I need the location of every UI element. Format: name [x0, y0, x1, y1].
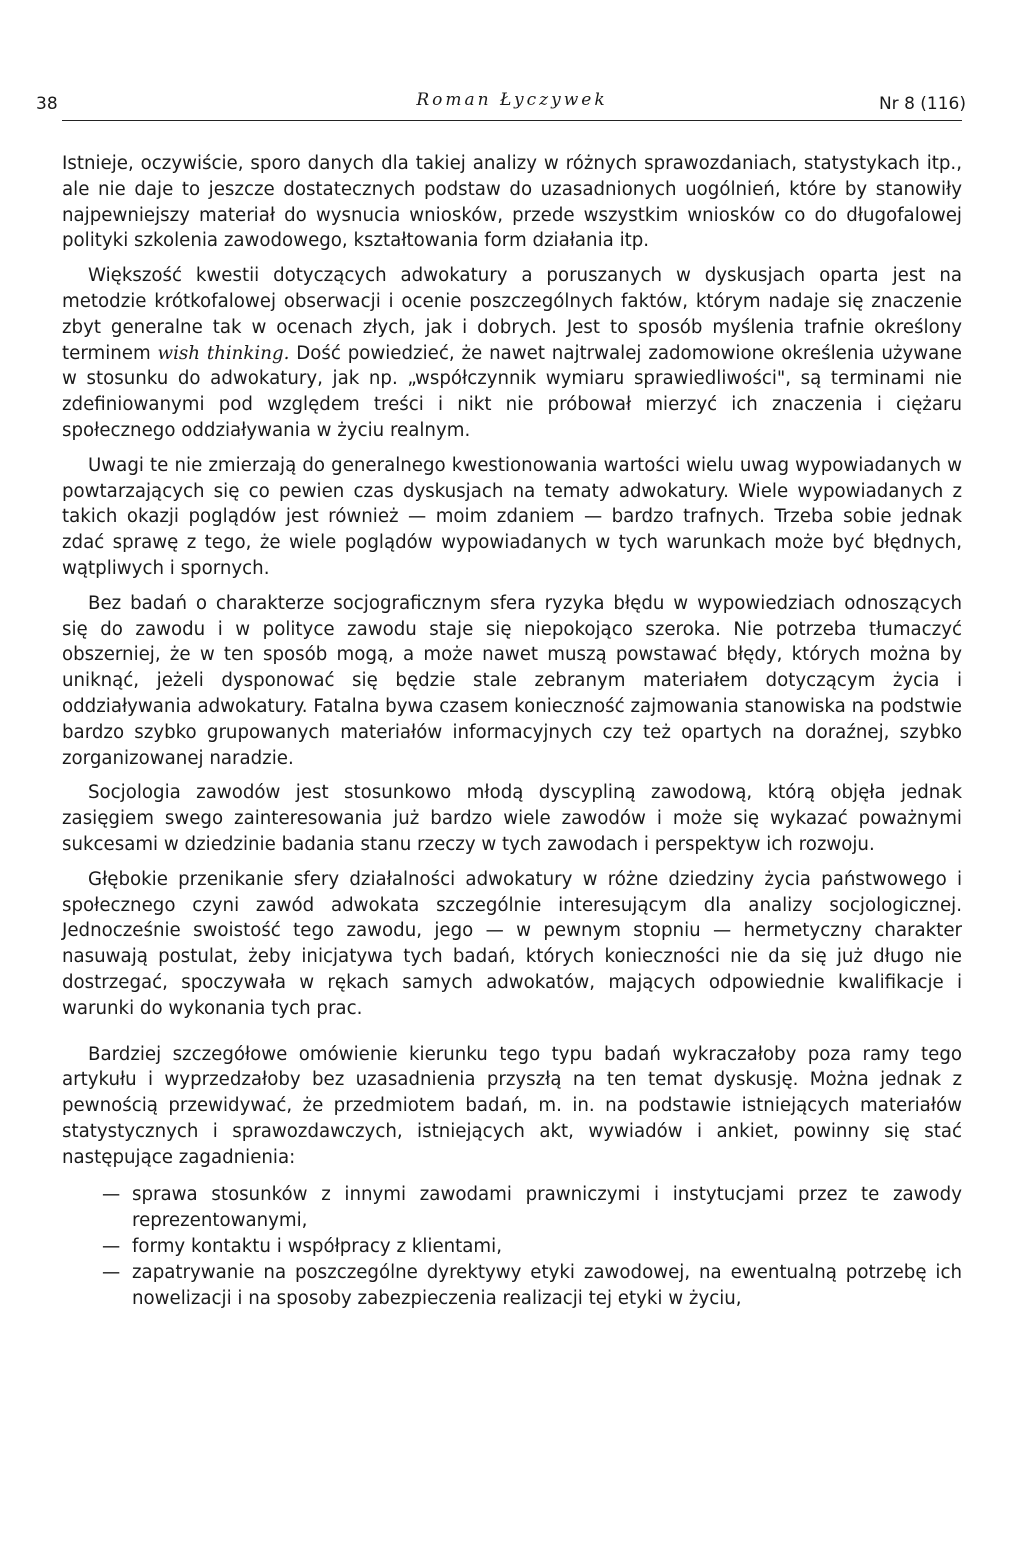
paragraph-3: Uwagi te nie zmierzają do generalnego kwestionowania wartości wielu uwag wypowiadanych w powtarzających się co pewien czas dyskusjach na tematy adwokatury. Wiele wypowiadanych z takich okazji poglądów jest również — moim zdaniem — bardzo trafnych. Trzeba sobie jednak zdać sprawę z tego, że wiele poglądów wypowiadanych w tych warunkach może być błędnych, wątpliwych i spornych. [62, 454, 962, 579]
running-author: Roman Łyczywek [416, 90, 608, 110]
list-item-text: formy kontaktu i współpracy z klientami, [132, 1236, 502, 1258]
paragraph-7: Bardziej szczegółowe omówienie kierunku tego typu badań wykraczałoby poza ramy tego artykułu i wyprzedzałoby bez uzasadnienia przyszłą na ten temat dyskusję. Można jednak z pewnością przewidywać, że przedmiotem badań, m. in. na podstawie istniejących materiałów statystycznych i sprawozdawczych, istniejących akt, wywiadów i ankiet, powinny się stać następujące zagadnienia: [62, 1043, 962, 1168]
list-item [62, 1260, 962, 1312]
paragraph-5: Socjologia zawodów jest stosunkowo młodą dyscypliną zawodową, którą objęła jednak zasięgiem swego zainteresowania już bardzo wiele zawodów i może się wykazać poważnymi sukcesami w dziedzinie badania stanu rzeczy w tych zawodach i perspektyw ich rozwoju. [62, 782, 962, 855]
list-item-text: sprawa stosunków z innymi zawodami prawniczymi i instytucjami przez te zawody reprezentowanymi, [132, 1184, 962, 1232]
paragraph-1: Istnieje, oczywiście, sporo danych dla takiej analizy w różnych sprawozdaniach, statystykach itp., ale nie daje to jeszcze dostatecznych podstaw do uzasadnionych uogólnień, które by stanowiły najpewniejszy materiał do wysnucia wniosków, przede wszystkim wniosków co do długofalowej polityki szkolenia zawodowego, kształtowania form działania itp. [62, 153, 962, 252]
body-text [62, 151, 962, 1311]
paragraph-2 [62, 263, 962, 444]
paragraph-2-before: Większość kwestii dotyczących adwokatury a poruszanych w dyskusjach oparta jest na metodzie krótkofalowej obserwacji i ocenie poszczególnych faktów, którym nadaje się znaczenie zbyt generalne tak w ocenach złych, jak i dobrych. Jest to sposób myślenia trafnie określony terminem [62, 265, 962, 364]
paragraph-4: Bez badań o charakterze socjograficznym sfera ryzyka błędu w wypowiedziach odnoszących się do zawodu i w polityce zawodu staje się niepokojąco szeroka. Nie potrzeba tłumaczyć obszerniej, że w ten sposób mogą, a może nawet muszą powstawać błędy, których można by uniknąć, jeżeli dysponować się będzie stale zebranym materiałem dotyczącym życia i oddziaływania adwokatury. Fatalna bywa czasem konieczność zajmowania stanowiska na podstwie bardzo szybko grupowanych materiałów informacyjnych czy też opartych na doraźnej, szybko zorganizowanej naradzie. [62, 592, 962, 769]
list-item [62, 1182, 962, 1234]
paragraph-6: Głębokie przenikanie sfery działalności adwokatury w różne dziedziny życia państwowego i społecznego czyni zawód adwokata szczególnie interesującym dla analizy socjologicznej. Jednocześnie swoistość tego zawodu, jego — w pewnym stopniu — hermetyczny charakter nasuwają postulat, żeby inicjatywa tych badań, których konieczności nie da się już długo nie dostrzegać, spoczywała w rękach samych adwokatów, mających odpowiednie kwalifikacje i warunki do wykonania tych prac. [62, 868, 962, 1019]
document-page [36, 86, 966, 1311]
list-dash: — [102, 1261, 121, 1283]
list-item-text: zapatrywanie na poszczególne dyrektywy etyki zawodowej, na ewentualną potrzebę ich nowelizacji i na sposoby zabezpieczenia realizacji tej etyki w życiu, [132, 1261, 962, 1309]
running-header [36, 86, 966, 121]
page-number: 38 [36, 94, 58, 114]
list-dash: — [102, 1184, 121, 1206]
issue-number: Nr 8 (116) [878, 94, 966, 114]
list-item [62, 1234, 962, 1260]
paragraph-2-after: Dość powiedzieć, że nawet najtrwalej zadomowione określenia używane w stosunku do adwokatury, jak np. „współczynnik wymiaru sprawiedliwości", są terminami nie zdefiniowanymi pod względem treści i nikt nie próbował mierzyć ich znaczenia i ciężaru społecznego oddziaływania w życiu realnym. [62, 342, 962, 441]
topic-list [62, 1182, 962, 1311]
paragraph-2-term: wish thinking. [157, 342, 290, 364]
list-dash: — [102, 1236, 121, 1258]
